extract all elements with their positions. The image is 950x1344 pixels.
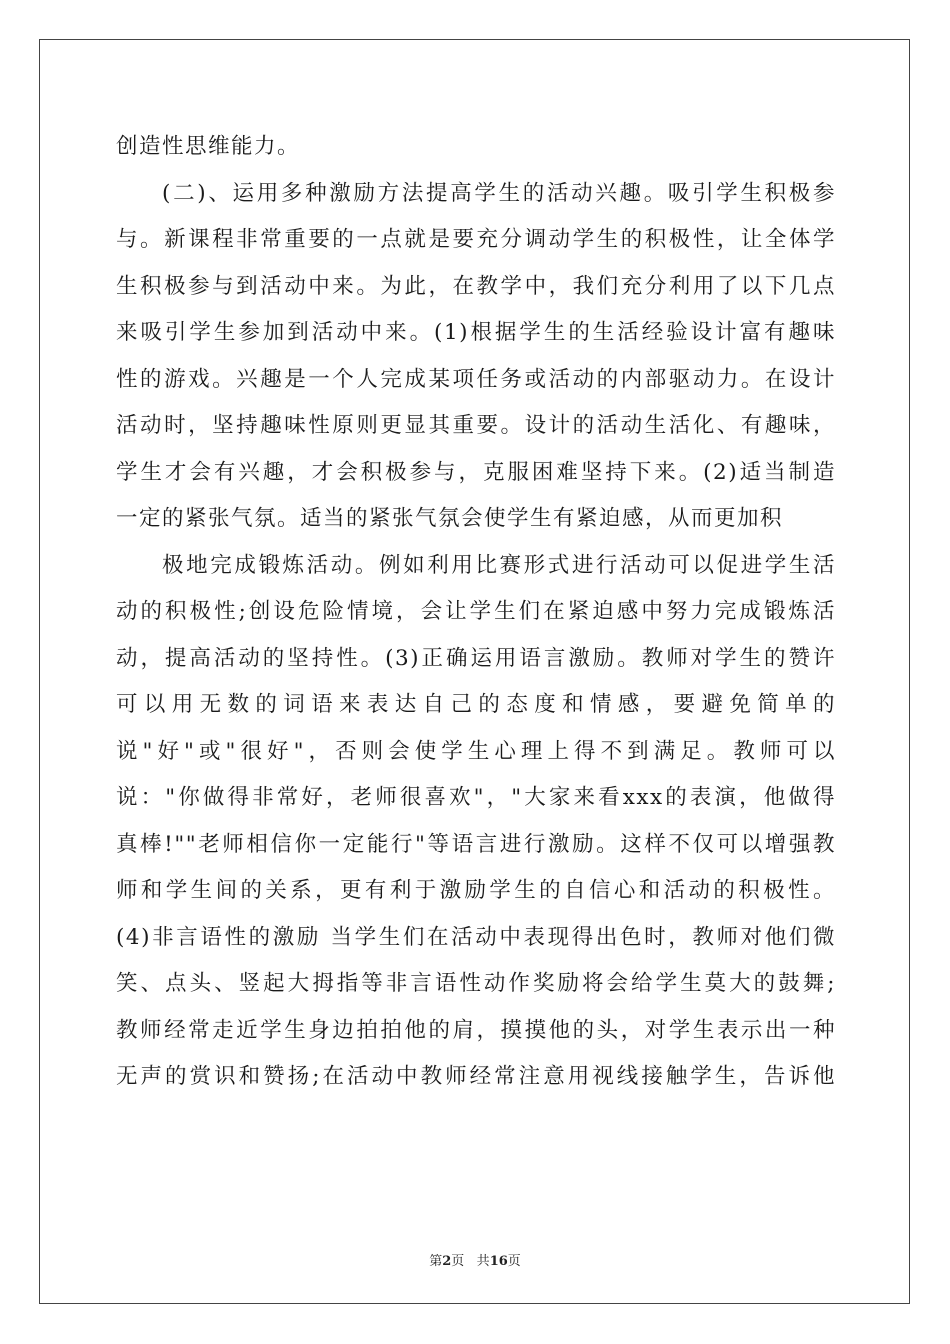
text-line: 活动时，坚持趣味性原则更显其重要。设计的活动生活化、有趣味， [116, 413, 836, 438]
document-body [116, 124, 836, 1101]
text-line: 无声的赏识和赞扬;在活动中教师经常注意用视线接触学生，告诉他 [116, 1064, 836, 1089]
text-line: 笑、点头、竖起大拇指等非言语性动作奖励将会给学生莫大的鼓舞; [116, 971, 836, 996]
text-line: 师和学生间的关系，更有利于激励学生的自信心和活动的积极性。 [116, 878, 836, 903]
total-suffix: 页 [507, 1254, 521, 1269]
text-line: 真棒!""老师相信你一定能行"等语言进行激励。这样不仅可以增强教 [116, 831, 836, 857]
text-line: 创造性思维能力。 [116, 134, 301, 159]
total-prefix: 共 [476, 1254, 490, 1269]
text-line: 说："你做得非常好，老师很喜欢"，"大家来看xxx的表演，他做得 [116, 785, 836, 810]
text-line: 来吸引学生参加到活动中来。(1)根据学生的生活经验设计富有趣味 [116, 320, 836, 345]
text-line: 生积极参与到活动中来。为此，在教学中，我们充分利用了以下几点 [116, 273, 836, 299]
text-line: 与。新课程非常重要的一点就是要充分调动学生的积极性，让全体学 [116, 227, 836, 252]
page-number: 2 [442, 1254, 452, 1269]
page-prefix: 第 [429, 1254, 443, 1269]
text-line: 极地完成锻炼活动。例如利用比赛形式进行活动可以促进学生活 [162, 552, 836, 578]
text-line: 一定的紧张气氛。适当的紧张气氛会使学生有紧迫感，从而更加积 [116, 506, 784, 531]
text-line: 说"好"或"很好"，否则会使学生心理上得不到满足。教师可以 [116, 738, 836, 764]
text-line: 动的积极性;创设危险情境，会让学生们在紧迫感中努力完成锻炼活 [116, 599, 836, 624]
text-line: (4)非言语性的激励 当学生们在活动中表现得出色时，教师对他们微 [116, 924, 836, 950]
total-pages: 16 [489, 1254, 508, 1269]
page-suffix: 页 [451, 1254, 465, 1269]
text-line: 动，提高活动的坚持性。(3)正确运用语言激励。教师对学生的赞许 [116, 645, 836, 671]
text-line: (二)、运用多种激励方法提高学生的活动兴趣。吸引学生积极参 [162, 180, 836, 206]
text-line: 可以用无数的词语来表达自己的态度和情感，要避免简单的 [116, 692, 836, 717]
text-line: 教师经常走近学生身边拍拍他的肩，摸摸他的头，对学生表示出一种 [116, 1017, 836, 1043]
text-line: 性的游戏。兴趣是一个人完成某项任务或活动的内部驱动力。在设计 [116, 366, 836, 392]
text-line: 学生才会有兴趣，才会积极参与，克服困难坚持下来。(2)适当制造 [116, 459, 836, 485]
page-footer [0, 1250, 950, 1269]
